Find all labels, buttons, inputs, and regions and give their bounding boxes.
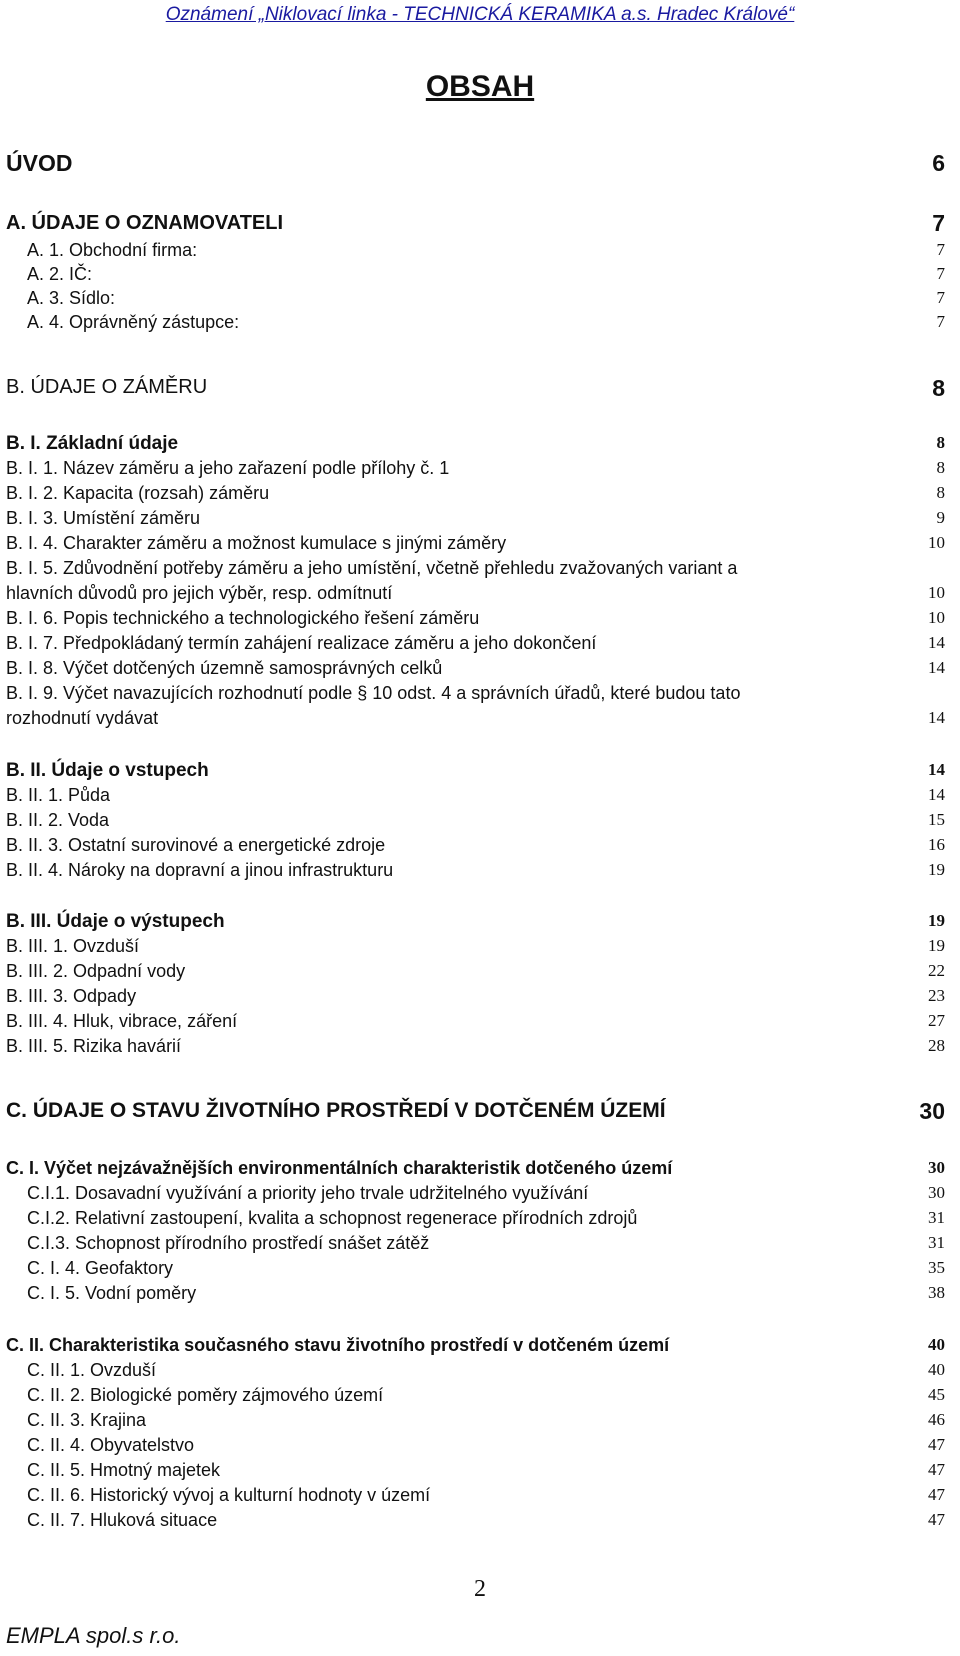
- toc-page-c-ii: 40: [928, 1335, 945, 1354]
- toc-page-c-i-3: 31: [928, 1233, 945, 1252]
- toc-page-b-iii-5: 28: [928, 1036, 945, 1055]
- toc-entry-b-iii: B. III. Údaje o výstupech: [6, 911, 225, 932]
- toc-entry-b-ii-2: B. II. 2. Voda: [6, 810, 110, 830]
- toc-page-b-ii-1: 14: [928, 785, 945, 804]
- toc-page-c-i-4: 35: [928, 1258, 945, 1277]
- toc-entry-c-i-5: C. I. 5. Vodní poměry: [27, 1283, 197, 1303]
- toc-entry-b-i-1: B. I. 1. Název záměru a jeho zařazení podle přílohy č. 1: [6, 458, 450, 478]
- toc-entry-b-iii-1: B. III. 1. Ovzduší: [6, 936, 140, 956]
- toc-page-b-ii-3: 16: [928, 835, 945, 854]
- toc-page-b-iii-2: 22: [928, 961, 945, 980]
- toc-entry-c-ii-5: C. II. 5. Hmotný majetek: [27, 1460, 221, 1480]
- toc-entry-a: A. ÚDAJE O OZNAMOVATELI: [6, 212, 284, 234]
- toc-page-b-i-3: 9: [936, 508, 945, 527]
- toc-entry-c-ii: C. II. Charakteristika současného stavu životního prostředí v dotčeném území: [6, 1335, 670, 1355]
- toc-entry-b-iii-3: B. III. 3. Odpady: [6, 986, 137, 1006]
- toc-page-b-i-5: 10: [928, 583, 945, 602]
- toc-page-b-ii-2: 15: [928, 810, 945, 829]
- toc-page-a: 7: [932, 210, 945, 236]
- toc-entry-b-iii-2: B. III. 2. Odpadní vody: [6, 961, 186, 981]
- toc-page-a2: 7: [936, 264, 945, 283]
- toc-page-b-i-7: 14: [928, 633, 945, 652]
- toc-page-b-i-1: 8: [936, 458, 945, 477]
- toc-page-b-i: 8: [936, 433, 945, 452]
- toc-entry-b-i-8: B. I. 8. Výčet dotčených územně samosprávných celků: [6, 658, 443, 678]
- toc-entry-c-i-3: C.I.3. Schopnost přírodního prostředí snášet zátěž: [27, 1233, 430, 1253]
- toc-entry-c-i: C. I. Výčet nejzávažnějších environmentálních charakteristik dotčeného území: [6, 1158, 673, 1178]
- toc-entry-b: B. ÚDAJE O ZÁMĚRU: [6, 376, 208, 398]
- toc-page-c-ii-7: 47: [928, 1510, 945, 1529]
- toc-entry-c-i-1: C.I.1. Dosavadní využívání a priority jeho trvale udržitelného využívání: [27, 1183, 589, 1203]
- toc-entry-b-i-7: B. I. 7. Předpokládaný termín zahájení realizace záměru a jeho dokončení: [6, 633, 597, 653]
- toc-entry-b-i-5: B. I. 5. Zdůvodnění potřeby záměru a jeho umístění, včetně přehledu zvažovaných variant a: [6, 558, 738, 578]
- toc-entry-uvod: ÚVOD: [6, 150, 73, 176]
- toc-entry-c-ii-2: C. II. 2. Biologické poměry zájmového území: [27, 1385, 384, 1405]
- toc-entry-c-i-2: C.I.2. Relativní zastoupení, kvalita a schopnost regenerace přírodních zdrojů: [27, 1208, 638, 1228]
- toc-entry-b-ii: B. II. Údaje o vstupech: [6, 760, 209, 781]
- toc-entry-c-ii-3: C. II. 3. Krajina: [27, 1410, 147, 1430]
- page-number: 2: [474, 1576, 486, 1602]
- toc-page-c-i: 30: [928, 1158, 945, 1177]
- toc-page-b-iii: 19: [928, 911, 945, 930]
- toc-page-b-i-2: 8: [936, 483, 945, 502]
- toc-entry-c: C. ÚDAJE O STAVU ŽIVOTNÍHO PROSTŘEDÍ V DOTČENÉM ÚZEMÍ: [6, 1099, 666, 1122]
- toc-page-c-ii-6: 47: [928, 1485, 945, 1504]
- page-title: OBSAH: [425, 70, 535, 103]
- toc-page-a1: 7: [936, 240, 945, 259]
- toc-page-c: 30: [919, 1098, 945, 1124]
- toc-entry-a4: A. 4. Oprávněný zástupce:: [27, 312, 240, 332]
- toc-entry-b-i-3: B. I. 3. Umístění záměru: [6, 508, 201, 528]
- toc-page-c-ii-1: 40: [928, 1360, 945, 1379]
- toc-entry-c-ii-6: C. II. 6. Historický vývoj a kulturní hodnoty v území: [27, 1485, 431, 1505]
- toc-entry-b-i-9-cont: rozhodnutí vydávat: [6, 708, 159, 728]
- toc-entry-b-i-6: B. I. 6. Popis technického a technologického řešení záměru: [6, 608, 480, 628]
- toc-page-c-i-1: 30: [928, 1183, 945, 1202]
- toc-entry-b-iii-4: B. III. 4. Hluk, vibrace, záření: [6, 1011, 238, 1031]
- toc-entry-c-ii-1: C. II. 1. Ovzduší: [27, 1360, 157, 1380]
- toc-entry-a2: A. 2. IČ:: [27, 264, 93, 284]
- footer-company: EMPLA spol.s r.o.: [6, 1623, 181, 1648]
- toc-page-a4: 7: [936, 312, 945, 331]
- toc-entry-c-ii-7: C. II. 7. Hluková situace: [27, 1510, 218, 1530]
- toc-page-b: 8: [932, 375, 945, 401]
- toc-page-a3: 7: [936, 288, 945, 307]
- toc-entry-c-i-4: C. I. 4. Geofaktory: [27, 1258, 174, 1278]
- toc-page-uvod: 6: [932, 150, 945, 176]
- toc-page-b-i-6: 10: [928, 608, 945, 627]
- toc-entry-c-ii-4: C. II. 4. Obyvatelstvo: [27, 1435, 195, 1455]
- toc-page-c-ii-4: 47: [928, 1435, 945, 1454]
- toc-page-b-ii: 14: [928, 760, 945, 779]
- toc-page-c-i-5: 38: [928, 1283, 945, 1302]
- toc-entry-b-ii-4: B. II. 4. Nároky na dopravní a jinou infrastrukturu: [6, 860, 394, 880]
- toc-entry-b-i-2: B. I. 2. Kapacita (rozsah) záměru: [6, 483, 270, 503]
- toc-entry-b-iii-5: B. III. 5. Rizika havárií: [6, 1036, 182, 1056]
- toc-page-b-iii-1: 19: [928, 936, 945, 955]
- toc-entry-b-ii-3: B. II. 3. Ostatní surovinové a energetické zdroje: [6, 835, 386, 855]
- toc-page-c-ii-5: 47: [928, 1460, 945, 1479]
- toc-page-b-iii-4: 27: [928, 1011, 945, 1030]
- toc-page-b-ii-4: 19: [928, 860, 945, 879]
- toc-entry-b-ii-1: B. II. 1. Půda: [6, 785, 111, 805]
- toc-entry-a3: A. 3. Sídlo:: [27, 288, 116, 308]
- document-header: Oznámení „Niklovací linka - TECHNICKÁ KERAMIKA a.s. Hradec Králové“: [165, 4, 795, 25]
- toc-entry-b-i-4: B. I. 4. Charakter záměru a možnost kumulace s jinými záměry: [6, 533, 507, 553]
- toc-page-b-i-8: 14: [928, 658, 945, 677]
- toc-entry-b-i: B. I. Základní údaje: [6, 433, 179, 454]
- toc-entry-b-i-9: B. I. 9. Výčet navazujících rozhodnutí podle § 10 odst. 4 a správních úřadů, které budou tato: [6, 683, 741, 703]
- toc-page-c-i-2: 31: [928, 1208, 945, 1227]
- toc-page-b-iii-3: 23: [928, 986, 945, 1005]
- toc-entry-a1: A. 1. Obchodní firma:: [27, 240, 198, 260]
- toc-page-c-ii-2: 45: [928, 1385, 945, 1404]
- toc-page-b-i-4: 10: [928, 533, 945, 552]
- toc-page-b-i-9: 14: [928, 708, 945, 727]
- toc-page-c-ii-3: 46: [928, 1410, 945, 1429]
- toc-entry-b-i-5-cont: hlavních důvodů pro jejich výběr, resp. odmítnutí: [6, 583, 393, 603]
